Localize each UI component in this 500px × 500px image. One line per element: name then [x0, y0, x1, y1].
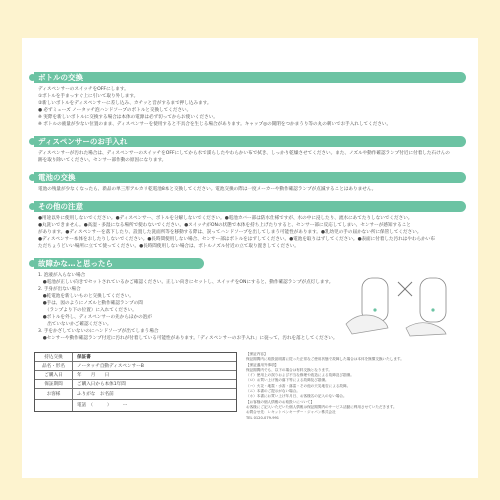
section-line: ディスペンサーのスイッチをOFFにします。 — [38, 87, 129, 92]
warranty-value: ご購入日から本体1年間 — [77, 382, 126, 387]
warranty-note: 【保証適用外事項】 — [246, 362, 279, 367]
section-line: ただちょうどいい場所に立てて使ってください。●長時間使用しない場合は、ボトルノズル付近の立て取り置きしてください。 — [38, 244, 299, 249]
hand-right-icon — [406, 323, 446, 336]
section-line: があります。●ディスペンサーを落下したり、設置した洗面所等を移動する際は、誤ってハンドソープを出してしまう可能性があります。●乳幼児の手の届かない所に保管してください。 — [38, 230, 422, 235]
section-other-cautions — [34, 201, 466, 250]
bullet-dot-icon — [29, 138, 36, 145]
warranty-note: 保証期間内に取扱説明書に従った正常なご使用状態で故障した場合は本体を無償交換いたします。 — [246, 357, 404, 362]
section-line: 電池の残量が少なくなったら、新品の単三形アルカリ乾電池8本と交換してください。電池交換の際は一度メーカーや動作確認ランプが点滅することはありません。 — [38, 187, 377, 192]
section-line: ●用途以外に使用しないでください。●ディスペンサー、ボトルを分解しないでください。●電池カバー部は防水仕様ですが、水の中に浸したり、流水にあてたりしないでください。 — [38, 216, 413, 221]
section-line: 出ていないかご確認ください。 — [38, 322, 112, 327]
table-row — [35, 362, 236, 371]
warranty-note: 【お客様の個人情報のお取扱いについて】 — [246, 399, 315, 404]
page-frame-top — [22, 0, 478, 38]
warranty-card — [34, 352, 466, 420]
section-line: ●乾電池を新しいものと交換してください。 — [38, 294, 134, 299]
section-line: ※ 実際を新しいボトルに交換する場合は本体の電源は必ず切ってからお使いください。 — [38, 115, 218, 120]
warranty-note: お客様にご記入いただいた個人情報は保証期間内のサービス活動に利用させていただきます。 — [246, 404, 397, 409]
section-line: 跡を取り除いてください。センサー部作動の原因になります。 — [38, 158, 167, 163]
page-frame-left — [0, 0, 22, 500]
warranty-value: ノータッチ自動ディスペンサーB — [77, 364, 144, 369]
warranty-value: 年 月 日 — [77, 373, 110, 378]
warranty-note: （イ）使用上の誤りおよび不当な修理や改造による故障及び損傷。 — [246, 373, 354, 378]
bullet-dot-icon — [29, 260, 36, 267]
section-title: 電池の交換 — [38, 173, 76, 182]
section-line: ①ボトルを手まっすぐ上に引いて取り外します。 — [38, 94, 139, 99]
warranty-label — [35, 400, 73, 411]
section-line: 1. 泡液が入らない場合 — [38, 273, 86, 278]
section-line: ●センサーや動作確認ランプ付近に汚れが付着している可能性があります。「ディスペンサーのお手入れ」に従って、汚れを落としてください。 — [38, 336, 338, 341]
warranty-note: お問合せ先：レキットベンキーザー・ジャパン株式会社 — [246, 410, 336, 415]
warranty-note: TEL 0120-079-991 — [246, 415, 280, 420]
warranty-notes — [246, 352, 466, 421]
warranty-note: 【保証内容】 — [246, 352, 268, 356]
warranty-note: （ロ）お買い上げ後の落下等による故障及び損傷。 — [246, 378, 329, 383]
warranty-label: 品名・形名 — [35, 362, 73, 370]
section-line: ●丸洗いできません。●高湿・多湿になる場所で使わないでください。●スイッチがONの状態で本体を持ち上げたりすると、センサー部に反応してしまい、センサーが感知すること — [38, 223, 411, 228]
section-line: ●手は、図のようにノズルと動作確認ランプの間 — [38, 301, 143, 306]
section-header — [34, 201, 466, 212]
section-title: その他の注意 — [38, 202, 83, 211]
warranty-note: （ホ）本書にお買い上げ年月日、お客様名の記入のない場合。 — [246, 394, 347, 399]
section-line: ●ディスペンサー本体をおしたりしないでください。●長時間使用しない場合、センサー部はボトルをはずしてください。●電池を取りはずしてください。●表面に付着した汚れはやわらかい布 — [38, 237, 435, 242]
section-title: 故障かな…と思ったら — [38, 259, 113, 268]
warranty-label: お客様 — [35, 389, 73, 399]
warranty-label: ご購入日 — [35, 371, 73, 379]
page-frame-right — [478, 0, 500, 500]
warranty-value: 保証書 — [77, 355, 91, 360]
table-row — [35, 389, 236, 400]
section-title: ボトルの交換 — [38, 73, 83, 82]
section-bottle-replace — [34, 72, 466, 128]
section-line: 3. 手をかざしていないのにハンドソープが出てしまう場合 — [38, 329, 159, 334]
section-dispenser-care — [34, 136, 466, 164]
section-line: ディスペンサーが汚れた場合は、ディスペンサーのスイッチをOFFにしてから水で濡らしたやわらかい布で拭き、しっかり乾燥させてください。また、ノズルや動作確認ランプ付近に付着した石けんの — [38, 151, 450, 156]
section-header — [34, 136, 466, 147]
section-line: ● 必ずミューズ ノータッチ泡ハンドソープのボトルと交換してください。 — [38, 108, 192, 113]
warranty-note: （ニ）本書のご提示がない場合。 — [246, 389, 300, 394]
section-line: ※ ボトルの液量が少ない位置のまま、ディスペンサーを使用すると不具合を生じる場合があります。キャップ◎の開閉をつかまうり等の丸の刺いでお手入れしてください。 — [38, 122, 392, 127]
page-frame-bottom — [22, 478, 478, 500]
section-line: ●電池が正しい向きでセットされているかご確認ください。正しい向きにセットし、スイッチをONにすると、動作確認ランプが点灯します。 — [38, 280, 334, 285]
table-row — [35, 371, 236, 380]
section-header — [34, 258, 204, 269]
section-title: ディスペンサーのお手入れ — [38, 137, 128, 146]
table-row — [35, 353, 236, 362]
warranty-note: 保証期間内でも、以下の場合は有料交換となります。 — [246, 367, 332, 372]
section-line: 2. 手身が出ない場合 — [38, 287, 81, 292]
table-row — [35, 380, 236, 389]
bullet-dot-icon — [29, 74, 36, 81]
warranty-label: 持込交換 — [35, 353, 73, 361]
section-battery-replace — [34, 172, 466, 193]
bullet-dot-icon — [29, 174, 36, 181]
bullet-dot-icon — [29, 203, 36, 210]
section-header — [34, 72, 466, 83]
warranty-label: 保証期間 — [35, 380, 73, 388]
table-row — [35, 400, 236, 411]
warranty-table — [34, 352, 237, 412]
section-line: ②新しいボトルをディスペンサーに差し込み、カチッと音がするまで押し込みます。 — [38, 101, 212, 106]
dispenser-right-icon — [420, 278, 446, 322]
hand-placement-illustration — [340, 276, 460, 338]
warranty-value: 電話 （ ） ー — [77, 403, 128, 408]
section-line: （ランプより下の位置）に入れてください。 — [38, 308, 137, 313]
warranty-value: ふりがな お名前 — [77, 392, 114, 397]
section-line: ●ボトルを外し、ディスペンサーの先からほかの泡が — [38, 315, 152, 320]
warranty-note: （ハ）火災・地震・水害・落雷・その他の天災地変による故障。 — [246, 383, 351, 388]
section-header — [34, 172, 466, 183]
